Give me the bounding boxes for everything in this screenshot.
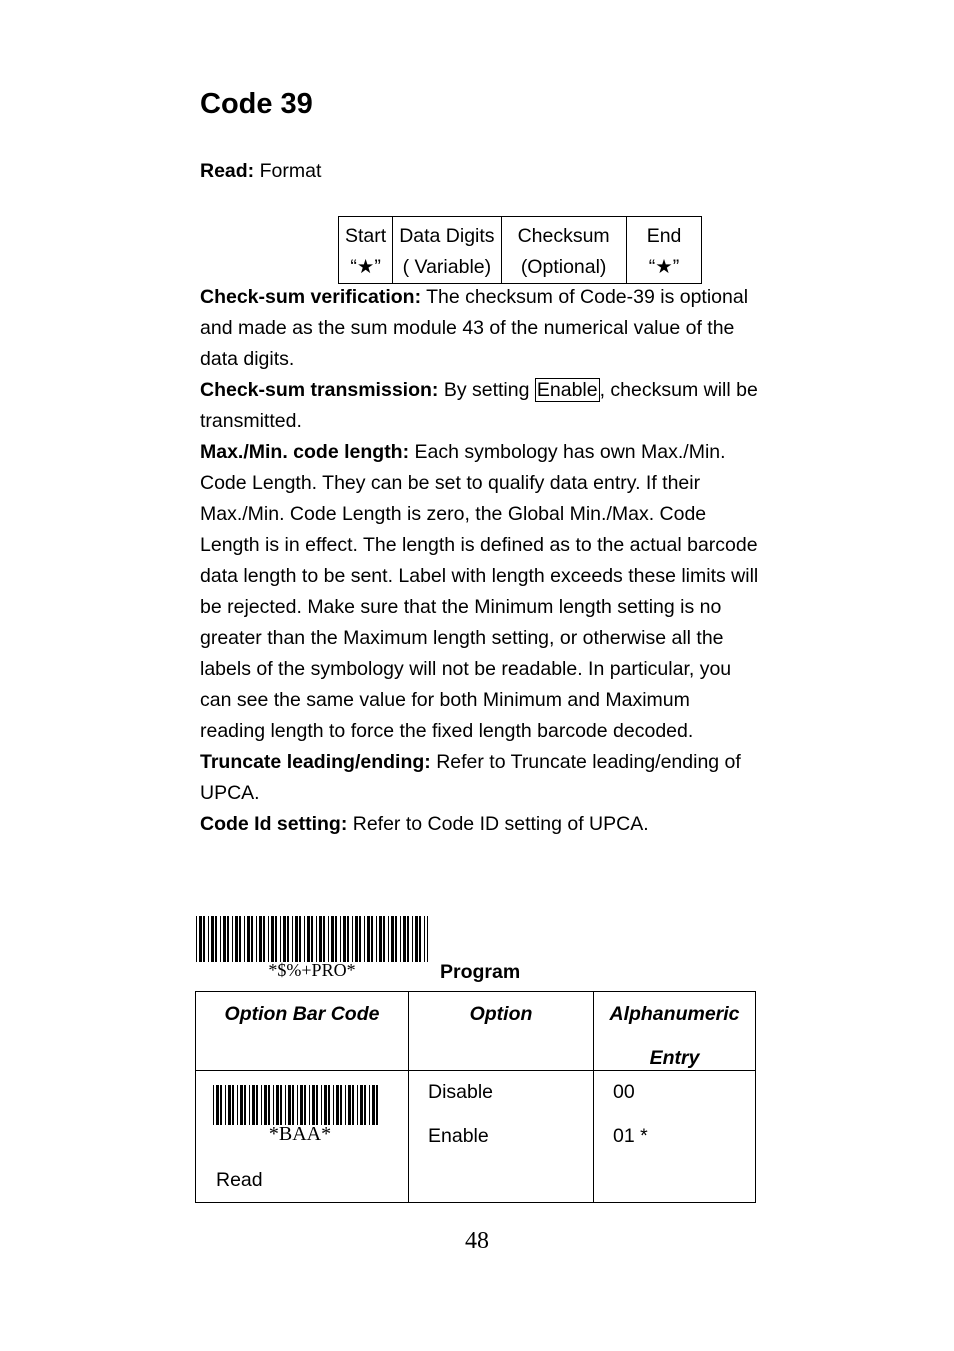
format-cell-checksum: Checksum (Optional): [501, 217, 626, 284]
barcode-bar: [407, 916, 409, 962]
barcode-bar: [316, 916, 317, 962]
format-cell-start: Start “★”: [339, 217, 393, 284]
barcode-bar: [343, 916, 346, 962]
barcode-bar: [335, 916, 337, 962]
barcode-bar: [367, 916, 370, 962]
option-cell: [409, 1071, 594, 1203]
read-format-line: [200, 160, 321, 183]
program-barcode: [196, 916, 428, 962]
barcode-bar: [288, 1085, 291, 1125]
barcode-bar: [292, 916, 293, 962]
barcode-bar: [369, 1085, 370, 1125]
option-disable: Disable: [428, 1081, 494, 1103]
entry-01-default: 01 *: [613, 1125, 648, 1147]
barcode-bar: [220, 916, 221, 962]
barcode-bar: [364, 1085, 366, 1125]
barcode-bar: [244, 1085, 246, 1125]
barcode-bar: [319, 916, 322, 962]
barcode-bar: [239, 916, 241, 962]
header-option: Option: [409, 992, 594, 1071]
barcode-bar: [280, 1085, 282, 1125]
barcode-bar: [275, 916, 277, 962]
barcode-bar: [196, 916, 197, 962]
read-barcode-label: Read: [216, 1169, 263, 1191]
barcode-bar: [287, 916, 289, 962]
entry-cell: [594, 1071, 756, 1203]
barcode-bar: [311, 916, 313, 962]
barcode-bar: [400, 916, 401, 962]
barcode-bar: [348, 1085, 351, 1125]
option-enable: Enable: [428, 1125, 489, 1147]
barcode-bar: [333, 1085, 334, 1125]
barcode-bar: [359, 916, 361, 962]
checksum-transmission-paragraph: Check-sum transmission: By setting Enable , checksum will be transmitted.: [200, 379, 758, 432]
format-cell-end: End “★”: [626, 217, 702, 284]
barcode-bar: [328, 916, 329, 962]
barcode-bar: [312, 1085, 315, 1125]
barcode-bar: [256, 916, 257, 962]
max-min-length-paragraph: Max./Min. code length: Each symbology has own Max./Min. Code Length. They can be set to qualify data entry. If their Max./Min. Code Length is zero, the Global Min./Max. Code Length is in effect. The length is defined as to the actual barcode data length to be sent. Label with length exceeds these limits will be rejected. Make sure that the Minimum length setting is no greater than the Maximum length setting, or otherwise all the labels of the symbology will not be readable. In particular, you can see the same value for both Minimum and Maximum reading length to force the fixed length barcode decoded.: [200, 441, 759, 742]
header-option-bar-code: Option Bar Code: [196, 992, 409, 1071]
barcode-bar: [309, 1085, 310, 1125]
barcode-bar: [324, 1085, 327, 1125]
barcode-bar: [299, 916, 301, 962]
barcode-bar: [304, 1085, 306, 1125]
barcode-bar: [223, 916, 226, 962]
barcode-bar: [215, 916, 217, 962]
barcode-bar: [256, 1085, 258, 1125]
barcode-bar: [357, 1085, 358, 1125]
barcode-bar: [285, 1085, 286, 1125]
barcode-bar: [427, 916, 428, 962]
barcode-bar: [424, 916, 425, 962]
barcode-bar: [263, 916, 265, 962]
barcode-bar: [347, 916, 349, 962]
barcode-bar: [395, 916, 397, 962]
program-label: Program: [440, 961, 521, 983]
barcode-bar: [249, 1085, 250, 1125]
barcode-bar: [247, 916, 250, 962]
options-table: [195, 991, 756, 1203]
barcode-bar: [403, 916, 406, 962]
barcode-bar: [232, 1085, 234, 1125]
barcode-bar: [383, 916, 385, 962]
barcode-bar: [208, 916, 209, 962]
code-id-paragraph: Code Id setting: Refer to Code ID setting of UPCA.: [200, 813, 649, 835]
read-value: Format: [259, 160, 322, 182]
barcode-bar: [300, 1085, 303, 1125]
read-barcode-caption: *BAA*: [268, 1123, 332, 1145]
barcode-bar: [345, 1085, 346, 1125]
barcode-bar: [292, 1085, 294, 1125]
barcode-bar: [268, 916, 269, 962]
barcode-bar: [280, 916, 281, 962]
barcode-bar: [352, 1085, 354, 1125]
body-text: [200, 282, 760, 840]
barcode-bar: [364, 916, 365, 962]
barcode-bar: [203, 916, 205, 962]
enable-boxed-term: Enable: [536, 379, 598, 401]
barcode-bar: [252, 1085, 255, 1125]
barcode-bar: [240, 1085, 243, 1125]
barcode-bar: [379, 916, 382, 962]
barcode-bar: [213, 1085, 214, 1125]
barcode-bar: [304, 916, 305, 962]
read-label: Read:: [200, 160, 255, 182]
barcode-bar: [316, 1085, 318, 1125]
barcode-bar: [268, 1085, 270, 1125]
truncate-paragraph: Truncate leading/ending: Refer to Truncate leading/ending of UPCA.: [200, 751, 741, 804]
barcode-bar: [340, 1085, 342, 1125]
barcode-bar: [360, 1085, 363, 1125]
barcode-bar: [251, 916, 253, 962]
option-barcode-cell: [196, 1071, 409, 1203]
barcode-bar: [415, 916, 418, 962]
barcode-bar: [273, 1085, 274, 1125]
barcode-bar: [391, 916, 394, 962]
barcode-bar: [228, 1085, 231, 1125]
barcode-bar: [259, 916, 262, 962]
barcode-bar: [321, 1085, 322, 1125]
barcode-bar: [355, 916, 358, 962]
barcode-bar: [276, 1085, 279, 1125]
barcode-bar: [331, 916, 334, 962]
checksum-verification-paragraph: Check-sum verification: The checksum of Code-39 is optional and made as the sum module 43 of the numerical value of the data digits.: [200, 286, 749, 370]
barcode-bar: [237, 1085, 238, 1125]
barcode-bar: [328, 1085, 330, 1125]
header-alphanumeric-entry: Alphanumeric Entry: [594, 992, 756, 1071]
barcode-bar: [235, 916, 238, 962]
barcode-bar: [340, 916, 341, 962]
program-barcode-caption: *$%+PRO*: [268, 960, 356, 980]
barcode-bar: [211, 916, 214, 962]
barcode-bar: [376, 1085, 378, 1125]
barcode-bar: [376, 916, 377, 962]
format-cell-data-digits: Data Digits ( Variable): [393, 217, 501, 284]
barcode-bar: [323, 916, 325, 962]
barcode-bar: [283, 916, 286, 962]
barcode-bar: [271, 916, 274, 962]
barcode-bar: [232, 916, 233, 962]
barcode-bar: [307, 916, 310, 962]
barcode-bar: [352, 916, 353, 962]
barcode-bar: [216, 1085, 219, 1125]
barcode-bar: [372, 1085, 375, 1125]
barcode-bar: [412, 916, 413, 962]
barcode-bar: [388, 916, 389, 962]
barcode-bar: [199, 916, 202, 962]
entry-00: 00: [613, 1081, 635, 1103]
barcode-bar: [261, 1085, 262, 1125]
page-number: 48: [465, 1228, 489, 1254]
barcode-bar: [336, 1085, 339, 1125]
barcode-bar: [225, 1085, 226, 1125]
barcode-bar: [295, 916, 298, 962]
barcode-bar: [227, 916, 229, 962]
barcode-bar: [220, 1085, 222, 1125]
format-table: [338, 216, 702, 284]
barcode-bar: [419, 916, 421, 962]
barcode-bar: [264, 1085, 267, 1125]
barcode-bar: [371, 916, 373, 962]
barcode-bar: [297, 1085, 298, 1125]
page-title: Code 39: [200, 88, 313, 120]
barcode-bar: [244, 916, 245, 962]
read-barcode: [213, 1085, 381, 1125]
